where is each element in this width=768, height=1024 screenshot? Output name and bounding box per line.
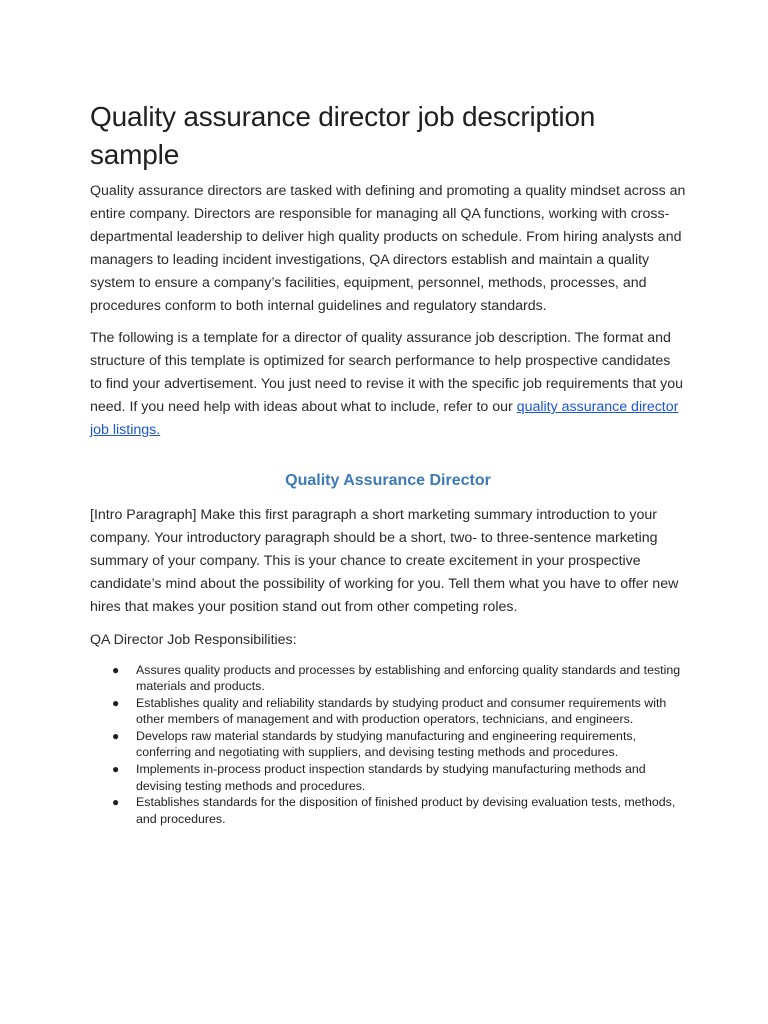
section-heading: Quality Assurance Director: [285, 472, 491, 489]
list-item: [90, 695, 686, 728]
responsibilities-list: [90, 662, 686, 827]
bullet-icon: ●: [112, 729, 120, 744]
template-paragraph-text: The following is a template for a director of quality assurance job description. The format and structure of this template is optimized for search performance to help prospective candidates to find your advertisement. You just need to revise it with the specific job requirements that you need. If you need help with ideas about what to include, refer to our: [90, 330, 684, 415]
list-item-text: Assures quality products and processes by establishing and enforcing quality standards and testing materials and products.: [136, 663, 681, 694]
list-item-text: Develops raw material standards by studying manufacturing and engineering requirements, conferring and negotiating with suppliers, and devising testing methods and procedures.: [136, 729, 637, 760]
bullet-icon: ●: [112, 663, 120, 677]
document-page: [90, 98, 686, 827]
template-paragraph: [90, 327, 686, 442]
list-item-text: Establishes standards for the disposition of finished product by devising evaluation tests, methods, and procedures.: [136, 795, 676, 826]
page-title: Quality assurance director job description sample: [90, 101, 596, 170]
list-item: [90, 794, 686, 827]
responsibilities-heading: QA Director Job Responsibilities:: [90, 632, 297, 648]
intro-paragraph: Quality assurance directors are tasked with defining and promoting a quality mindset across an entire company. Directors are responsible for managing all QA functions, working with cross-departmental leadership to deliver high quality products on schedule. From hiring analysts and managers to leading incident investigations, QA directors establish and maintain a quality system to ensure a company’s facilities, equipment, personnel, methods, processes, and procedures conform to both internal guidelines and regulatory standards.: [90, 183, 686, 314]
bullet-icon: ●: [112, 696, 120, 711]
bullet-icon: ●: [112, 762, 120, 777]
intro-placeholder-paragraph: [Intro Paragraph] Make this first paragraph a short marketing summary introduction to your company. Your introductory paragraph should be a short, two- to three-sentence marketing summary of your company. This is your chance to create excitement in your prospective candidate’s mind about the possibility of working for you. Tell them what you have to offer new hires that makes your position stand out from other competing roles.: [90, 507, 679, 615]
list-item-text: Implements in-process product inspection standards by studying manufacturing methods and devising testing methods and procedures.: [136, 762, 646, 793]
job-listings-link[interactable]: quality assurance director job listings.: [90, 399, 679, 438]
bullet-icon: ●: [112, 795, 120, 810]
list-item: [90, 728, 686, 761]
list-item: [90, 761, 686, 794]
list-item: [90, 662, 686, 695]
list-item-text: Establishes quality and reliability standards by studying product and consumer requirements with other members of management and with production operators, technicians, and engineers.: [136, 696, 667, 727]
